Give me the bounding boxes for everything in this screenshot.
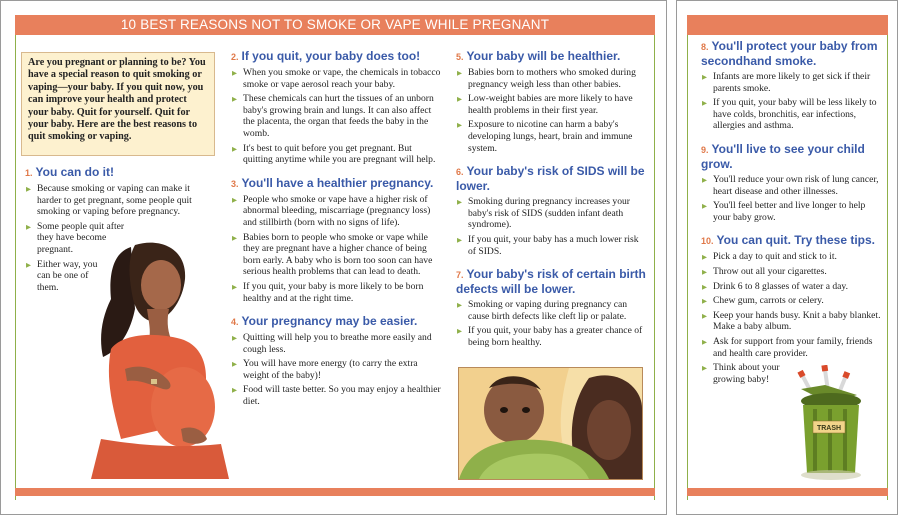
- list-item: ▶ If you quit, your baby is more likely to be born healthy and at the right time.: [231, 281, 443, 304]
- list-item: ▶ Quitting will help you to breathe more easily and cough less.: [231, 332, 443, 355]
- section-number: 1.: [25, 168, 33, 178]
- bullet-list: [231, 67, 443, 166]
- bottom-rule: [687, 488, 888, 496]
- list-item: ▶ Pick a day to quit and stick to it.: [701, 251, 881, 263]
- bullet-list: [231, 194, 443, 304]
- list-item: ▶ If you quit, your baby has a greater chance of being born healthy.: [456, 325, 646, 348]
- baby-and-mother-illustration: [458, 367, 643, 480]
- list-item: ▶ Ask for support from your family, friends and health care provider.: [701, 336, 881, 359]
- section-title: Your baby's risk of certain birth defects will be lower.: [456, 267, 646, 297]
- bullet-list: [701, 71, 881, 132]
- list-item: ▶ Low-weight babies are more likely to have health problems in their first year.: [456, 93, 646, 116]
- section-2: [231, 49, 443, 166]
- section-title: You'll live to see your child grow.: [701, 141, 865, 171]
- bullet-list: [701, 174, 881, 223]
- list-item: ▶ If you quit, your baby has a much lower risk of SIDS.: [456, 234, 646, 257]
- column-3: [456, 49, 646, 359]
- list-item: ▶ Chew gum, carrots or celery.: [701, 295, 881, 307]
- section-title: If you quit, your baby does too!: [241, 49, 421, 63]
- section-10: [701, 233, 881, 385]
- section-3: [231, 176, 443, 304]
- section-heading: [456, 49, 646, 64]
- section-title: Your pregnancy may be easier.: [241, 314, 418, 329]
- section-heading: [456, 164, 646, 193]
- list-item: ▶ It's best to quit before you get pregnant. But quitting anytime while you are pregnant will help.: [231, 143, 443, 166]
- bullet-list: [231, 332, 443, 408]
- list-item: ▶ Drink 6 to 8 glasses of water a day.: [701, 281, 881, 293]
- list-item: ▶ Keep your hands busy. Knit a baby blanket. Make a baby album.: [701, 310, 881, 333]
- section-title: You can quit. Try these tips.: [716, 233, 875, 248]
- section-heading: [231, 49, 443, 64]
- bullet-list: [456, 67, 646, 154]
- list-item: ▶ Food will taste better. So you may enjoy a healthier diet.: [231, 384, 443, 407]
- list-item: ▶ Infants are more likely to get sick if their parents smoke.: [701, 71, 881, 94]
- section-number: 9.: [701, 144, 709, 155]
- section-number: 8.: [701, 42, 709, 52]
- section-number: 7.: [456, 270, 464, 281]
- section-number: 10.: [701, 236, 714, 247]
- list-item: ▶ Smoking or vaping during pregnancy can cause birth defects like cleft lip or palate.: [456, 299, 646, 322]
- list-item: ▶ Throw out all your cigarettes.: [701, 266, 881, 278]
- left-border-line: [687, 15, 688, 500]
- list-item: ▶ You'll feel better and live longer to help your baby grow.: [701, 200, 881, 223]
- list-item: ▶ These chemicals can hurt the tissues of an unborn baby's growing brain and lungs. It can also affect the placenta, the organ that feeds the baby in the womb.: [231, 93, 443, 139]
- section-title: Your baby's risk of SIDS will be lower.: [456, 164, 645, 194]
- section-8: [701, 39, 881, 132]
- list-item: ▶ Babies born to mothers who smoked during pregnancy weigh less than other babies.: [456, 67, 646, 90]
- bottom-rule: [15, 488, 655, 496]
- page-title: 10 BEST REASONS NOT TO SMOKE OR VAPE WHILE PREGNANT: [15, 15, 655, 35]
- list-item: ▶ Exposure to nicotine can harm a baby's developing lungs, heart, brain and immune system.: [456, 119, 646, 154]
- section-heading: [231, 314, 443, 329]
- section-number: 4.: [231, 317, 239, 328]
- top-rule: [687, 15, 888, 35]
- section-9: [701, 142, 881, 223]
- section-title: You'll protect your baby from secondhand smoke.: [701, 39, 878, 68]
- list-item: ▶ People who smoke or vape have a higher risk of abnormal bleeding, miscarriage (pregnancy loss) and stillbirth (born with no signs of life).: [231, 194, 443, 229]
- list-item: ▶ Smoking during pregnancy increases your baby's risk of SIDS (sudden infant death syndrome).: [456, 196, 646, 231]
- list-item: ▶ When you smoke or vape, the chemicals in tobacco smoke or vape aerosol reach your baby.: [231, 67, 443, 90]
- intro-box: Are you pregnant or planning to be? You have a special reason to quit smoking or vaping—your baby. If you quit now, you can improve your health and protect your baby. Quit for yourself. Quit for your baby. Here are the best reasons to quit smoking or vaping.: [21, 52, 215, 156]
- pregnant-woman-illustration: [91, 239, 229, 479]
- list-item: ▶ Because smoking or vaping can make it harder to get pregnant, some people quit smoking or vaping before pregnancy.: [25, 183, 213, 218]
- right-border-line: [654, 15, 655, 500]
- trash-can-illustration: [795, 365, 863, 483]
- list-item: ▶ Either way, you can be one of them.: [25, 259, 107, 294]
- section-heading: [701, 39, 881, 68]
- column-2: [231, 49, 443, 418]
- list-item: ▶ If you quit, your baby will be less likely to have colds, bronchitis, ear infections, allergies and asthma.: [701, 97, 881, 132]
- section-title: You can do it!: [35, 165, 114, 179]
- bullet-list: [456, 299, 646, 348]
- section-heading: [456, 267, 646, 296]
- section-number: 3.: [231, 178, 239, 189]
- trash-label: TRASH: [816, 425, 842, 432]
- section-number: 6.: [456, 167, 464, 178]
- section-number: 2.: [231, 52, 239, 62]
- section-heading: [25, 165, 213, 180]
- list-item: ▶ Some people quit after they have become pregnant.: [25, 221, 135, 256]
- section-title: You'll have a healthier pregnancy.: [241, 175, 434, 190]
- section-heading: [701, 142, 881, 171]
- section-4: [231, 314, 443, 408]
- left-border-line: [15, 15, 16, 500]
- right-panel: [676, 0, 898, 515]
- list-item: ▶ You will have more energy (to carry the extra weight of the baby)!: [231, 358, 443, 381]
- list-item: ▶ You'll reduce your own risk of lung cancer, heart disease and other illnesses.: [701, 174, 881, 197]
- section-title: Your baby will be healthier.: [466, 49, 621, 63]
- section-number: 5.: [456, 52, 464, 62]
- section-heading: [231, 176, 443, 191]
- list-item: ▶ Babies born to people who smoke or vape while they are pregnant have a higher chance of being born early. A baby who is born too soon can have serious health problems that can lead to death.: [231, 232, 443, 278]
- section-heading: [701, 233, 881, 248]
- section-5: [456, 49, 646, 154]
- column-4: [701, 39, 881, 395]
- section-7: [456, 267, 646, 348]
- list-item: ▶ Think about your growing baby!: [701, 362, 798, 385]
- section-6: [456, 164, 646, 257]
- bullet-list: [456, 196, 646, 257]
- right-border-line: [887, 15, 888, 500]
